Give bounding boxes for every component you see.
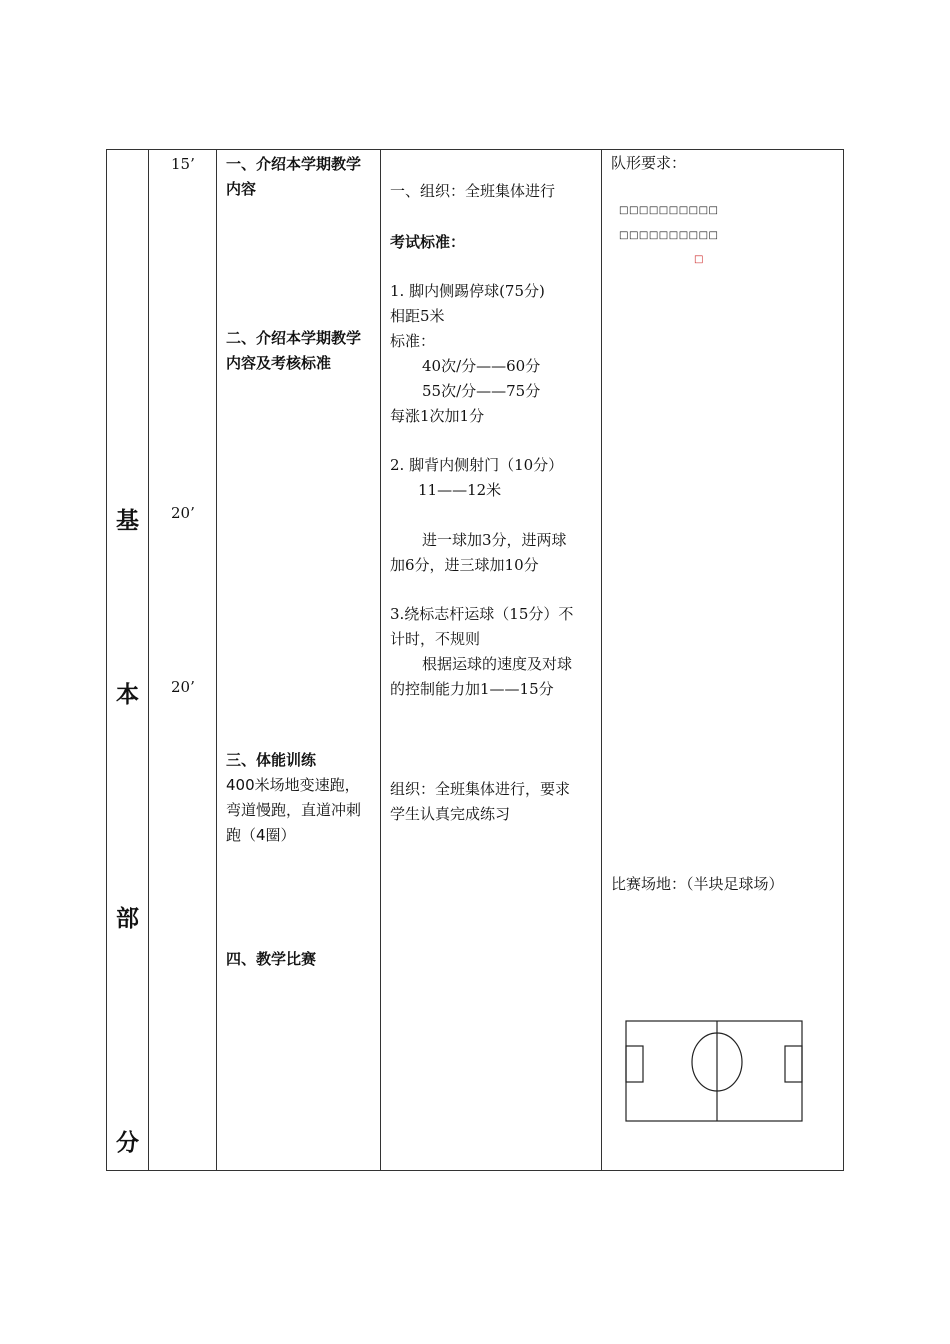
lesson-table	[106, 149, 844, 1171]
method-organization-2: 组织：全班集体进行，要求	[390, 780, 571, 798]
method-line: 11——12米	[418, 481, 502, 499]
method-organization: 一、组织：全班集体进行	[390, 182, 556, 200]
teacher-position-mark: □	[694, 254, 704, 265]
time-value: 20’	[171, 678, 195, 696]
football-field-icon	[625, 1020, 805, 1124]
method-line: 根据运球的速度及对球	[422, 655, 573, 673]
exam-standard-title: 考试标准：	[390, 233, 466, 251]
field-boundary	[626, 1021, 802, 1121]
section-label-char: 基	[116, 508, 139, 534]
time-value: 15’	[171, 155, 195, 173]
content-section-1-cont: 内容	[226, 180, 257, 198]
method-line: 标准：	[390, 332, 436, 350]
section-label-char: 本	[116, 682, 139, 708]
col-divider-1	[148, 150, 149, 1170]
col-divider-2	[216, 150, 217, 1170]
content-line: 弯道慢跑，直道冲刺	[226, 801, 362, 819]
section-label-char: 部	[116, 906, 139, 932]
field-title: 比赛场地：（半块足球场）	[611, 875, 784, 893]
method-line: 进一球加3分，进两球	[422, 531, 567, 549]
content-section-4: 四、教学比赛	[226, 950, 317, 968]
method-line: 的控制能力加1——15分	[390, 680, 554, 698]
field-right-box	[785, 1046, 802, 1082]
method-line: 每涨1次加1分	[390, 407, 485, 425]
content-line: 跑（4圈）	[226, 826, 296, 844]
method-line: 3.绕标志杆运球（15分）不	[390, 605, 574, 623]
method-line: 40次/分——60分	[422, 357, 541, 375]
section-label-char: 分	[116, 1130, 139, 1156]
method-line: 加6分，进三球加10分	[390, 556, 539, 574]
content-section-3: 三、体能训练	[226, 751, 317, 769]
field-left-box	[626, 1046, 643, 1082]
method-line: 1. 脚内侧踢停球(75分)	[390, 282, 545, 300]
method-line: 2. 脚背内侧射门（10分）	[390, 456, 564, 474]
formation-row: □□□□□□□□□□	[619, 205, 719, 216]
formation-row: □□□□□□□□□□	[619, 230, 719, 241]
time-value: 20’	[171, 504, 195, 522]
content-section-2: 二、介绍本学期教学	[226, 329, 362, 347]
method-line: 学生认真完成练习	[390, 805, 511, 823]
col-divider-4	[601, 150, 602, 1170]
content-section-1: 一、介绍本学期教学	[226, 155, 362, 173]
method-line: 计时，不规则	[390, 630, 481, 648]
col-divider-3	[380, 150, 381, 1170]
content-line: 400米场地变速跑，	[226, 776, 360, 794]
formation-title: 队形要求：	[611, 154, 687, 172]
content-section-2-cont: 内容及考核标准	[226, 354, 332, 372]
method-line: 55次/分——75分	[422, 382, 541, 400]
method-line: 相距5米	[390, 307, 445, 325]
